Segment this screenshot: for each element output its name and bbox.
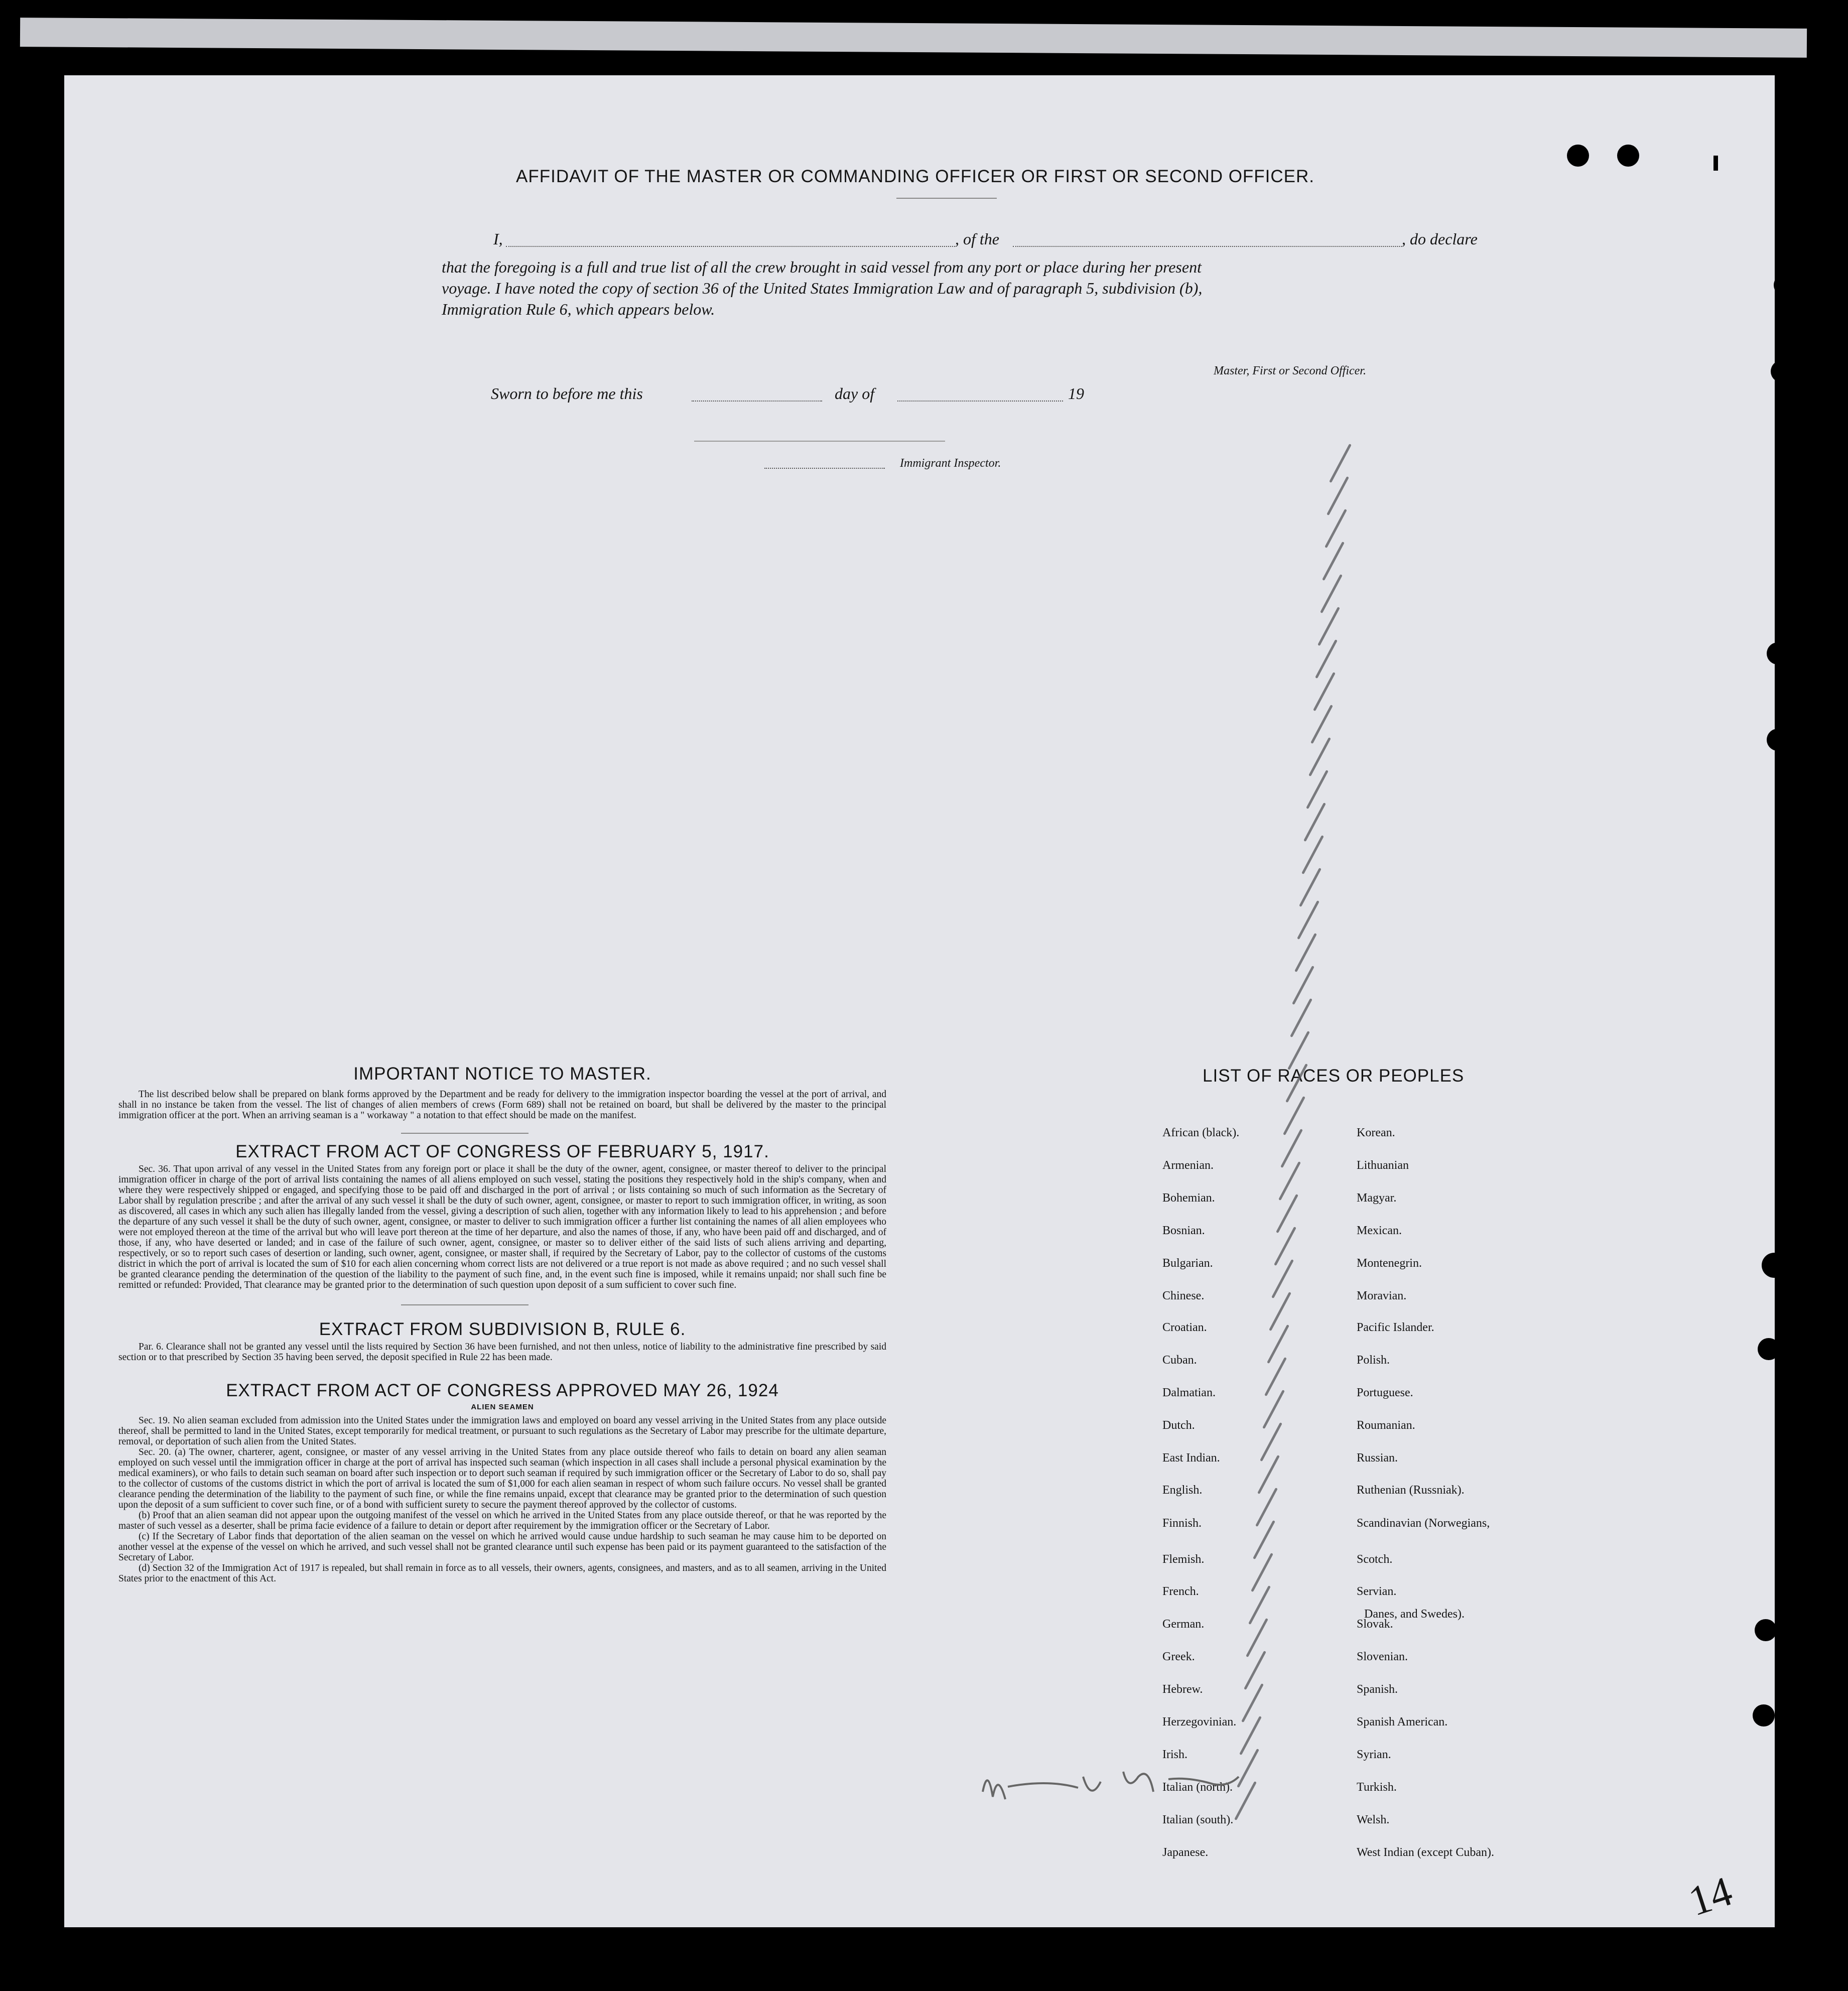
name-field[interactable] xyxy=(506,246,955,247)
affidavit-line-4: Immigration Rule 6, which appears below. xyxy=(442,300,715,318)
affidavit-of-the: , of the xyxy=(955,230,999,248)
race-right-item: Slovenian. xyxy=(1357,1650,1408,1663)
race-left-item: Herzegovinian. xyxy=(1162,1715,1237,1729)
race-right-item: Montenegrin. xyxy=(1357,1257,1422,1270)
punch-hole xyxy=(1567,145,1589,167)
race-left-item: German. xyxy=(1162,1618,1205,1631)
race-right-item: Scotch. xyxy=(1357,1553,1393,1566)
race-right-item: Polish. xyxy=(1357,1354,1390,1367)
race-right-item: Roumanian. xyxy=(1357,1419,1415,1432)
race-right-item: Moravian. xyxy=(1357,1289,1407,1302)
race-left-item: Croatian. xyxy=(1162,1321,1207,1334)
race-left-item: Greek. xyxy=(1162,1650,1195,1663)
race-right-item: Korean. xyxy=(1357,1126,1395,1139)
sec-20b-paragraph: (b) Proof that an alien seaman did not appear upon the outgoing manifest of the vessel on which he arrived in the United States from any place outside thereof, or that he was reported by the master of such vessel as a deserter, shall be prima facie evidence of a failure to detain or deport after requirement by the immigration officer or the Secretary of Labor. xyxy=(118,1510,886,1531)
race-right-item: Pacific Islander. xyxy=(1357,1321,1434,1334)
race-right-item: Spanish. xyxy=(1357,1683,1398,1696)
race-right-item: Turkish. xyxy=(1357,1781,1397,1794)
race-right-item: Syrian. xyxy=(1357,1748,1391,1761)
race-left-item: English. xyxy=(1162,1484,1203,1497)
title-rule xyxy=(896,198,997,199)
sec-19-paragraph: Sec. 19. No alien seaman excluded from admission into the United States under the immigration laws and employed on board any vessel arriving in the United States from any place outside thereof, shall be permitted to land in the United States, except temporarily for medical treatment, or pursuant to such regulations as the Secretary of Labor may prescribe for the ultimate departure, removal, or deportation of such alien from the United States. xyxy=(118,1415,886,1447)
sworn-label: Sworn to before me this xyxy=(491,384,643,403)
affidavit-line-2: that the foregoing is a full and true list of all the crew brought in said vessel from any port or place during her present xyxy=(442,258,1202,276)
rule6-title: EXTRACT FROM SUBDIVISION B, RULE 6. xyxy=(319,1319,686,1339)
notice-title: IMPORTANT NOTICE TO MASTER. xyxy=(353,1064,651,1084)
rule6-body: Par. 6. Clearance shall not be granted any vessel until the lists required by Section 36 have been furnished, and not then unless, notice of liability to the administrative fine prescribed by said section or to that prescribed by Section 35 having been served, the deposit specified in Rule 22 has been made. xyxy=(118,1342,886,1363)
punch-hole xyxy=(1774,274,1796,296)
inspector-signature-line[interactable] xyxy=(694,441,945,442)
race-right-item: West Indian (except Cuban). xyxy=(1357,1846,1494,1859)
race-right-item: Magyar. xyxy=(1357,1191,1397,1205)
race-right-item: Russian. xyxy=(1357,1451,1398,1465)
inspector-dotted-line xyxy=(764,468,885,469)
race-left-item: Dalmatian. xyxy=(1162,1386,1216,1399)
race-left-item: Flemish. xyxy=(1162,1553,1205,1566)
race-left-item: Dutch. xyxy=(1162,1419,1195,1432)
extract-1917-rule xyxy=(401,1304,529,1305)
affidavit-i: I, xyxy=(493,230,503,248)
edge-mark xyxy=(1713,156,1718,171)
punch-hole xyxy=(1758,1338,1780,1360)
notice-body: The list described below shall be prepared on blank forms approved by the Department and be ready for delivery to the immigration inspector boarding the vessel at the port of arrival, and shall in no instance be taken from the vessel. The list of changes of alien members of crews (Form 689) shall not be retained on board, but shall be delivered by the master to the principal immigration officer at the port. When an arriving seaman is a " workaway " a notation to that effect should be made on the manifest. xyxy=(118,1089,886,1121)
page-number: 14 xyxy=(1683,1868,1738,1925)
handwritten-annotation-scribble xyxy=(978,1757,1259,1812)
sec-20c-paragraph: (c) If the Secretary of Labor finds that deportation of the alien seaman on the vessel on which he arrived would cause undue hardship to such seaman he may cause him to be deported on another vessel at the expense of the vessel on which he arrived, and such vessel shall not be granted clearance until such expense has been paid or its payment guaranteed to the satisfaction of the Secretary of Labor. xyxy=(118,1531,886,1563)
master-signature-label: Master, First or Second Officer. xyxy=(1214,364,1366,377)
race-right-item: Scandinavian (Norwegians, xyxy=(1357,1517,1490,1530)
punch-hole xyxy=(1771,360,1793,382)
race-left-item: Italian (north). xyxy=(1162,1781,1233,1794)
year-label: 19 xyxy=(1068,384,1084,403)
sec-20a-paragraph: Sec. 20. (a) The owner, charterer, agent, consignee, or master of any vessel arriving in the United States from any place outside thereof who fails to detain on board any alien seaman employed on such vessel until the immigration officer in charge at the port of arrival has inspected such seaman (which inspection in all cases shall include a personal physical examination by the medical examiners), or who fails to detain such seaman on board after such inspection or to deport such seaman if required by such immigration officer or the Secretary of Labor to do so, shall pay to the collector of customs of the customs district in which the port of arrival is located the sum of $1,000 for each alien seaman in respect of whom such failure occurs. No vessel shall be granted clearance pending the determination of the liability to the payment of such fine, or while the fine remains unpaid, except that clearance may be granted prior to the determination of such question upon the deposit of a sum sufficient to cover such fine, or of a bond with sufficient surety to secure the payment thereof approved by the collector of customs. xyxy=(118,1447,886,1510)
extract-1917-body: Sec. 36. That upon arrival of any vessel in the United States from any foreign port or place it shall be the duty of the owner, agent, consignee, or master thereof to deliver to the principal immigration officer in charge of the port of arrival lists containing the names of all aliens employed on such vessel, stating the positions they respectively hold in the ship's company, when and where they were respectively shipped or engaged, and specifying those to be paid off and discharged in the port of arrival ; or lists containing so much of such information as the Secretary of Labor shall by regulation prescribe ; and after the arrival of any such vessel it shall be the duty of such owner, agent, consignee, or master to report to such immigration officer, in writing, as soon as discovered, all cases in which any such alien has illegally landed from the vessel, giving a description of such alien, together with any information likely to lead to his apprehension ; and before the departure of any such vessel it shall be the duty of such owner, agent, consignee, or master to deliver to such immigration officer a further list containing the names of all alien employees who were not employed thereon at the time of the arrival but who will leave port thereon at the time of her departure, and also the names of those, if any, who have been paid off and discharged, and of those, if any, who have deserted or landed; and in case of the failure of such owner, agent, consignee, or master so to deliver either of the said lists of such aliens arriving and departing, respectively, or so to report such cases of desertion or landing, such owner, agent, consignee, or master shall, if required by the Secretary of Labor, pay to the collector of customs of the customs district in which the port of arrival is located the sum of $10 for each alien concerning whom correct lists are not delivered or a true report is not made as above required ; and no such vessel shall be granted clearance pending the determination of the question of the liability to the payment of such fine, and, in the event such fine is imposed, while it remains unpaid; nor shall such fine be remitted or refunded: Provided, That clearance may be granted prior to the determination of such question upon deposit of a sum sufficient to cover such fine. xyxy=(118,1164,886,1290)
notice-rule xyxy=(401,1133,529,1134)
manifest-page xyxy=(64,75,1775,1927)
top-paper-strip xyxy=(20,18,1807,58)
extract-1924-title: EXTRACT FROM ACT OF CONGRESS APPROVED MAY 26, 1924 xyxy=(226,1381,779,1400)
race-right-item: Lithuanian xyxy=(1357,1159,1409,1172)
punch-hole xyxy=(1767,642,1789,665)
extract-1917-title: EXTRACT FROM ACT OF CONGRESS OF FEBRUARY 5, 1917. xyxy=(235,1142,769,1161)
race-right-item: Spanish American. xyxy=(1357,1715,1448,1729)
race-left-item: East Indian. xyxy=(1162,1451,1220,1465)
race-left-item: Armenian. xyxy=(1162,1159,1214,1172)
race-left-item: African (black). xyxy=(1162,1126,1240,1139)
race-left-item: Bulgarian. xyxy=(1162,1257,1213,1270)
race-left-item: Cuban. xyxy=(1162,1354,1197,1367)
race-left-item: Japanese. xyxy=(1162,1846,1209,1859)
vessel-field[interactable] xyxy=(1013,246,1402,247)
race-left-item: Italian (south). xyxy=(1162,1813,1234,1826)
punch-hole xyxy=(1755,1619,1777,1641)
race-left-item: Hebrew. xyxy=(1162,1683,1203,1696)
race-right-item: Mexican. xyxy=(1357,1224,1402,1237)
sworn-month-field[interactable] xyxy=(897,401,1063,402)
punch-hole xyxy=(1617,145,1639,167)
affidavit-do-declare: , do declare xyxy=(1402,230,1478,248)
punch-hole xyxy=(1762,1253,1787,1278)
race-scandinavian-continued: Danes, and Swedes). xyxy=(1364,1608,1465,1621)
race-right-item: Ruthenian (Russniak). xyxy=(1357,1484,1465,1497)
punch-hole xyxy=(1753,1704,1775,1727)
race-left-item: Bohemian. xyxy=(1162,1191,1215,1205)
race-right-item: Portuguese. xyxy=(1357,1386,1413,1399)
affidavit-title: AFFIDAVIT OF THE MASTER OR COMMANDING OFFICER OR FIRST OR SECOND OFFICER. xyxy=(516,167,1315,186)
race-left-item: Finnish. xyxy=(1162,1517,1202,1530)
sec-20d-paragraph: (d) Section 32 of the Immigration Act of 1917 is repealed, but shall remain in force as to all vessels, their owners, agents, consignees, and masters, and as to all seamen, arriving in the United States prior to the enactment of this Act. xyxy=(118,1563,886,1584)
affidavit-line-3: voyage. I have noted the copy of section 36 of the United States Immigration Law and of paragraph 5, subdivision (b), xyxy=(442,279,1203,297)
race-left-item: French. xyxy=(1162,1585,1199,1598)
race-left-item: Chinese. xyxy=(1162,1289,1205,1302)
alien-seamen-subtitle: ALIEN SEAMEN xyxy=(471,1403,534,1411)
race-left-item: Bosnian. xyxy=(1162,1224,1205,1237)
races-title: LIST OF RACES OR PEOPLES xyxy=(1203,1066,1465,1086)
sworn-day-field[interactable] xyxy=(692,401,822,402)
inspector-label: Immigrant Inspector. xyxy=(900,457,1001,470)
day-of-label: day of xyxy=(835,384,875,403)
race-right-item: Welsh. xyxy=(1357,1813,1390,1826)
race-right-item: Slovak. xyxy=(1357,1618,1393,1631)
punch-hole xyxy=(1767,729,1789,751)
race-right-item: Servian. xyxy=(1357,1585,1397,1598)
race-left-item: Irish. xyxy=(1162,1748,1187,1761)
